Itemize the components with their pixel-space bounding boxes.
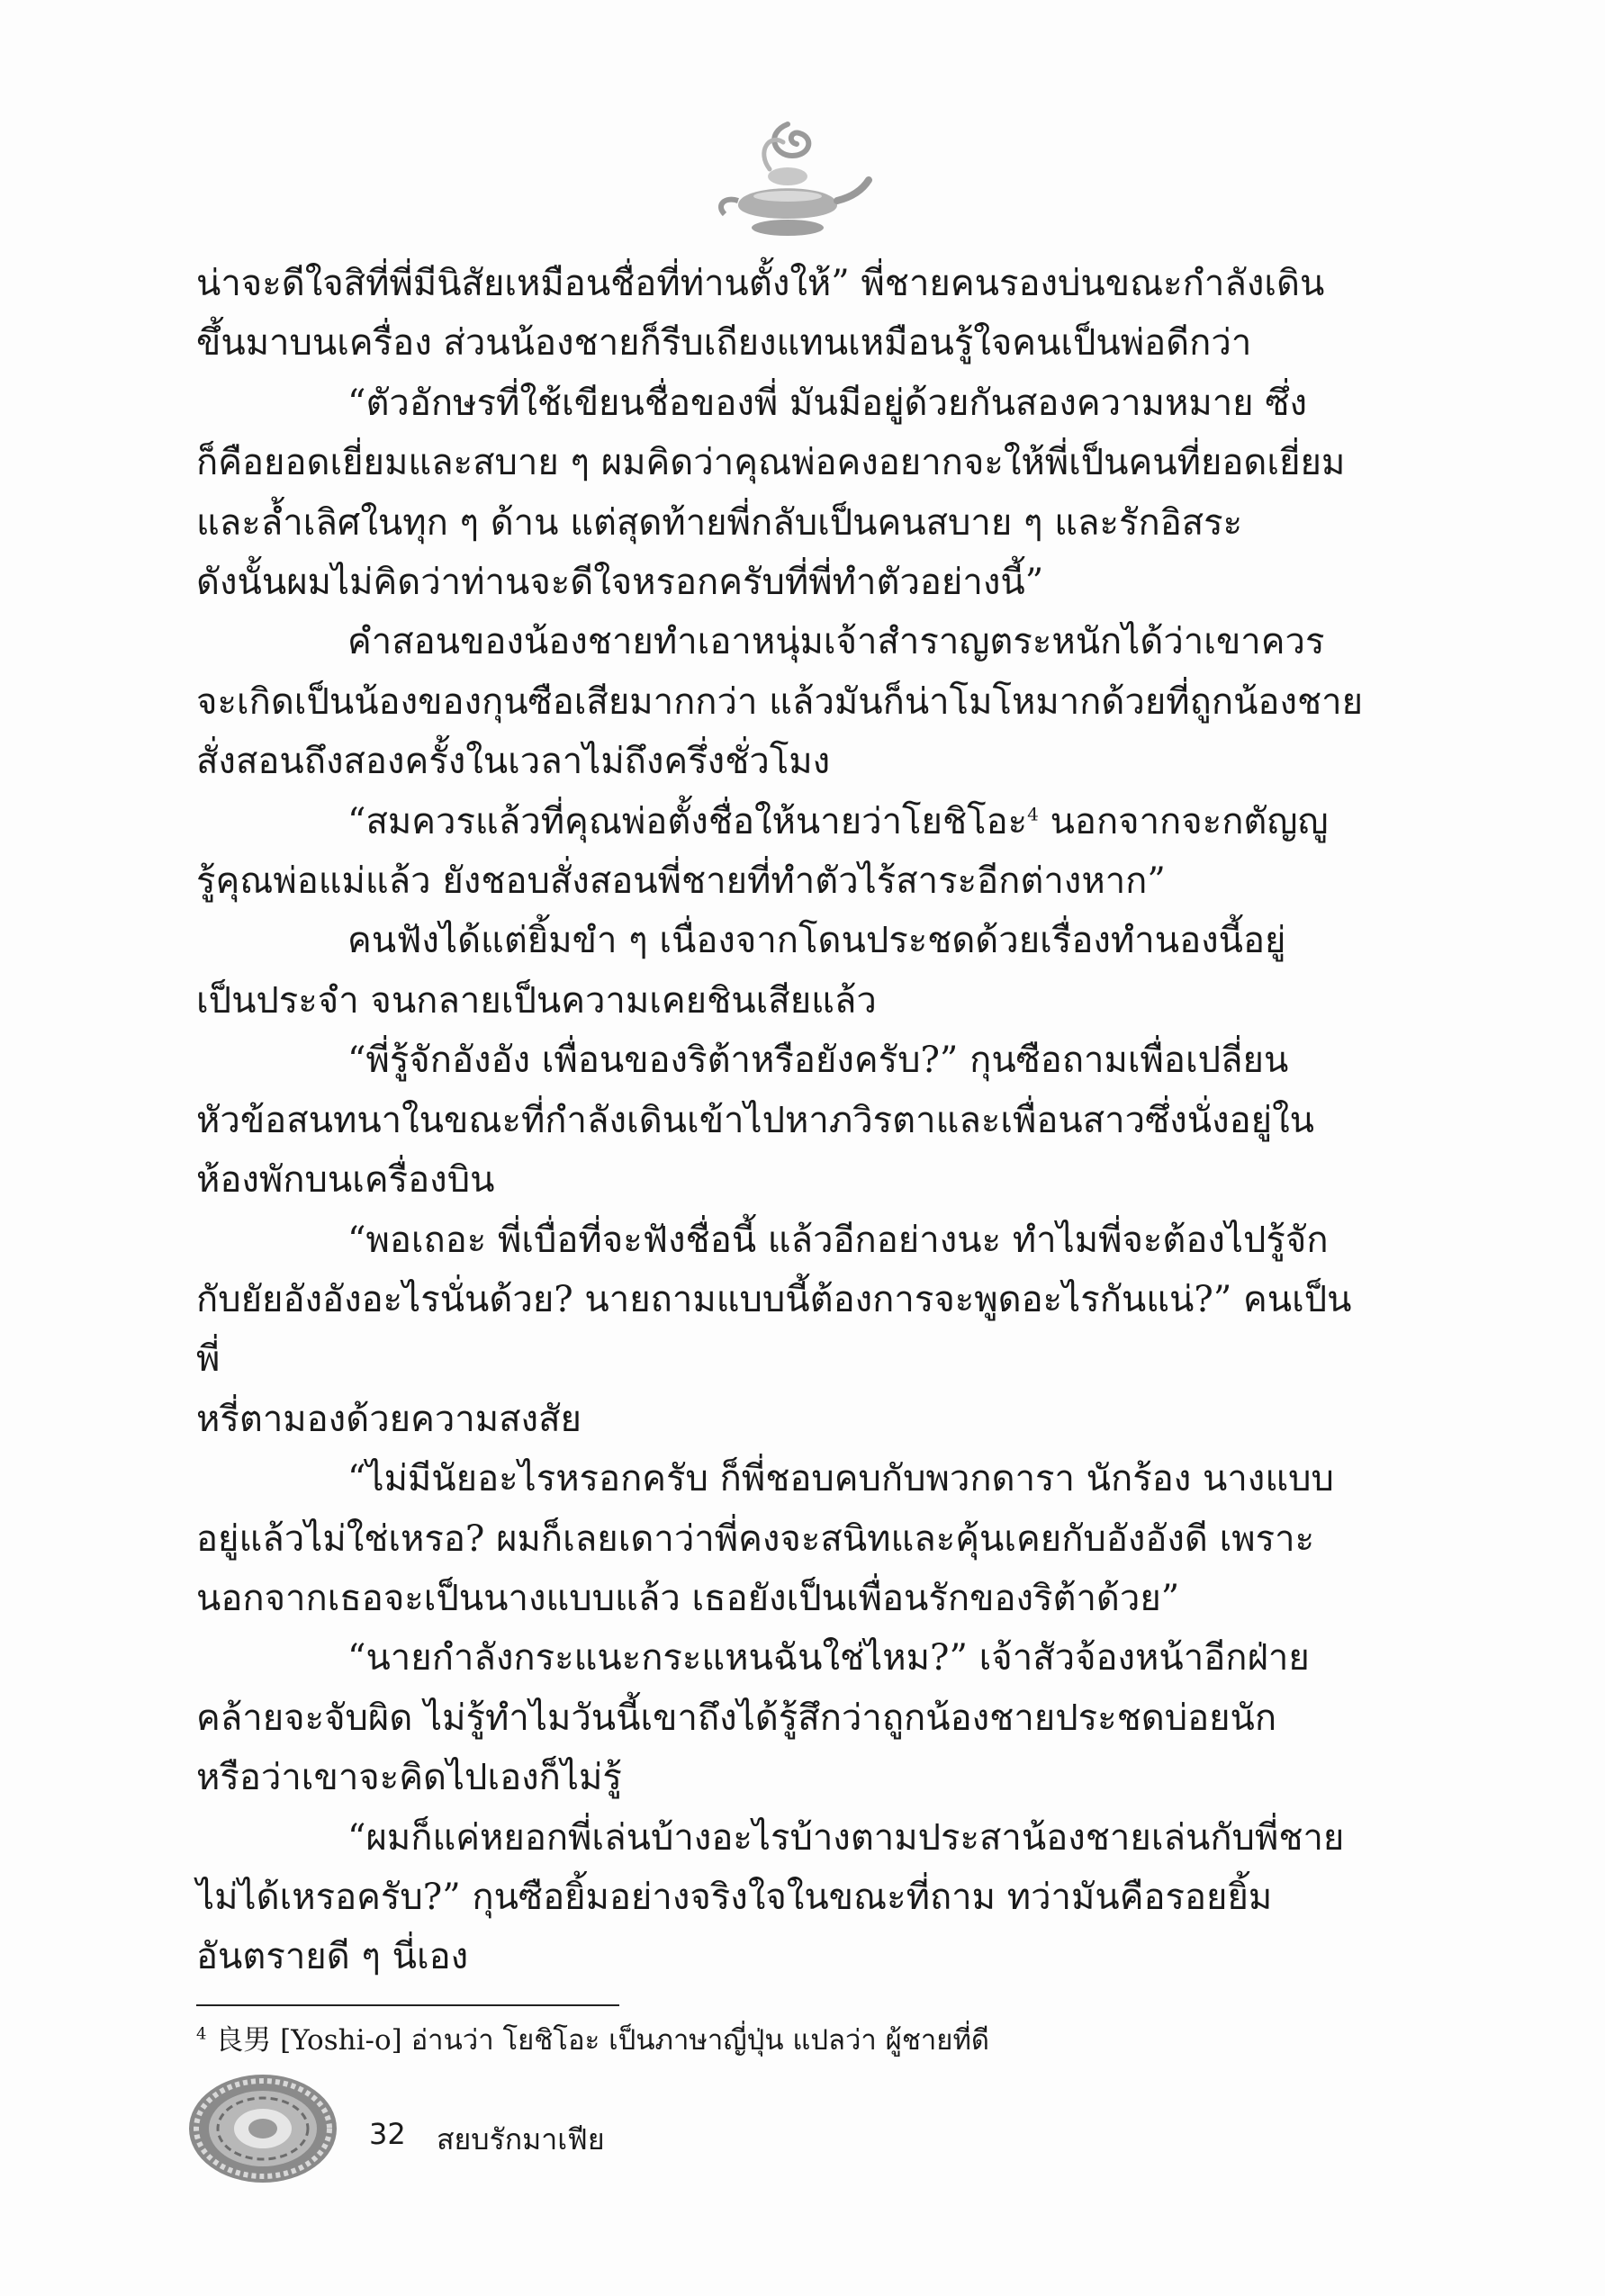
text-line: “ตัวอักษรที่ใช้เขียนชื่อของพี่ มันมีอยู่ด้วยกันสองความหมาย ซึ่ง bbox=[347, 382, 1307, 424]
footnote-reference: 4 bbox=[1027, 803, 1039, 825]
paragraph bbox=[196, 911, 1366, 1031]
text-line: น่าจะดีใจสิที่พี่มีนิสัยเหมือนชื่อที่ท่านตั้งให้” พี่ชายคนรองบ่นขณะกำลังเดิน bbox=[196, 263, 1325, 304]
paragraph bbox=[196, 1628, 1366, 1807]
text-line: ขึ้นมาบนเครื่อง ส่วนน้องชายก็รีบเถียงแทนเหมือนรู้ใจคนเป็นพ่อดีกว่า bbox=[196, 322, 1252, 365]
footnote-rule bbox=[196, 2004, 619, 2006]
text-line: “สมควรแล้วที่คุณพ่อตั้งชื่อให้นายว่าโยชิโอะ$^4$ นอกจากจะกตัญญู bbox=[347, 800, 1329, 842]
text-line-continuation: นอกจากจะกตัญญู bbox=[1038, 800, 1329, 842]
text-line: หัวข้อสนทนาในขณะที่กำลังเดินเข้าไปหาภวิรตาและเพื่อนสาวซึ่งนั่งอยู่ใน bbox=[196, 1099, 1314, 1141]
genie-lamp-icon bbox=[702, 106, 873, 259]
text-line: นอกจากเธอจะเป็นนางแบบแล้ว เธอยังเป็นเพื่อนรักของริต้าด้วย” bbox=[196, 1577, 1180, 1619]
text-line: “ไม่มีนัยอะไรหรอกครับ ก็พี่ชอบคบกับพวกดารา นักร้อง นางแบบ bbox=[347, 1458, 1334, 1500]
decorative-disc-icon bbox=[185, 2061, 342, 2196]
text-line: หรือว่าเขาจะคิดไปเองก็ไม่รู้ bbox=[196, 1757, 622, 1799]
paragraph bbox=[196, 374, 1366, 613]
text-line: “ผมก็แค่หยอกพี่เล่นบ้างอะไรบ้างตามประสาน้องชายเล่นกับพี่ชาย bbox=[347, 1816, 1345, 1859]
text-line: เป็นประจำ จนกลายเป็นความเคยชินเสียแล้ว bbox=[196, 979, 877, 1022]
page-number: 32 bbox=[369, 2117, 406, 2151]
text-line: “พี่รู้จักอังอัง เพื่อนของริต้าหรือยังครับ?” กุนซือถามเพื่อเปลี่ยน bbox=[347, 1040, 1289, 1082]
text-line: รู้คุณพ่อแม่แล้ว ยังชอบสั่งสอนพี่ชายที่ทำตัวไร้สาระอีกต่างหาก” bbox=[196, 860, 1166, 903]
text-line: ไม่ได้เหรอครับ?” กุนซือยิ้มอย่างจริงใจในขณะที่ถาม ทว่ามันคือรอยยิ้ม bbox=[196, 1876, 1273, 1918]
text-line: สั่งสอนถึงสองครั้งในเวลาไม่ถึงครึ่งชั่วโมง bbox=[196, 741, 831, 783]
text-line: คำสอนของน้องชายทำเอาหนุ่มเจ้าสำราญตระหนักได้ว่าเขาควร bbox=[347, 621, 1325, 663]
text-line: คล้ายจะจับผิด ไม่รู้ทำไมวันนี้เขาถึงได้รู้สึกว่าถูกน้องชายประชดบ่อยนัก bbox=[196, 1697, 1277, 1739]
text-line: “พอเถอะ พี่เบื่อที่จะฟังชื่อนี้ แล้วอีกอย่างนะ ทำไมพี่จะต้องไปรู้จัก bbox=[347, 1219, 1329, 1261]
text-line: อยู่แล้วไม่ใช่เหรอ? ผมก็เลยเดาว่าพี่คงจะสนิทและคุ้นเคยกับอังอังดี เพราะ bbox=[196, 1517, 1315, 1560]
footnote-mark: 4 bbox=[196, 2024, 207, 2044]
text-line: คนฟังได้แต่ยิ้มขำ ๆ เนื่องจากโดนประชดด้วยเรื่องทำนองนี้อยู่ bbox=[347, 920, 1286, 962]
paragraph bbox=[196, 792, 1366, 912]
text-line: อันตรายดี ๆ นี่เอง bbox=[196, 1936, 469, 1978]
paragraph bbox=[196, 1449, 1366, 1628]
text-line: “นายกำลังกระแนะกระแหนฉันใช่ไหม?” เจ้าสัวจ้องหน้าอีกฝ่าย bbox=[347, 1637, 1310, 1679]
body-text bbox=[196, 254, 1366, 1987]
paragraph bbox=[196, 1211, 1366, 1450]
footnote bbox=[196, 2021, 1366, 2060]
text-line: ก็คือยอดเยี่ยมและสบาย ๆ ผมคิดว่าคุณพ่อคงอยากจะให้พี่เป็นคนที่ยอดเยี่ยม bbox=[196, 442, 1346, 484]
page-footer bbox=[185, 2061, 995, 2205]
text-line: และล้ำเลิศในทุก ๆ ด้าน แต่สุดท้ายพี่กลับเป็นคนสบาย ๆ และรักอิสระ bbox=[196, 501, 1243, 544]
paragraph bbox=[196, 612, 1366, 791]
text-line: ห้องพักบนเครื่องบิน bbox=[196, 1159, 495, 1202]
text-line: จะเกิดเป็นน้องของกุนซือเสียมากกว่า แล้วมันก็น่าโมโหมากด้วยที่ถูกน้องชาย bbox=[196, 680, 1364, 723]
paragraph bbox=[196, 1031, 1366, 1210]
text-line: ดังนั้นผมไม่คิดว่าท่านจะดีใจหรอกครับที่พี่ทำตัวอย่างนี้” bbox=[196, 562, 1044, 604]
running-title: สยบรักมาเฟีย bbox=[437, 2122, 605, 2156]
paragraph bbox=[196, 254, 1366, 374]
paragraph bbox=[196, 1808, 1366, 1987]
text-line: กับยัยอังอังอะไรนั่นด้วย? นายถามแบบนี้ต้องการจะพูดอะไรกันแน่?” คนเป็นพี่ bbox=[196, 1278, 1352, 1381]
text-line: หรี่ตามองด้วยความสงสัย bbox=[196, 1398, 582, 1440]
footnote-text: 良男 [Yoshi-o] อ่านว่า โยชิโอะ เป็นภาษาญี่ปุ่น แปลว่า ผู้ชายที่ดี bbox=[206, 2024, 990, 2057]
